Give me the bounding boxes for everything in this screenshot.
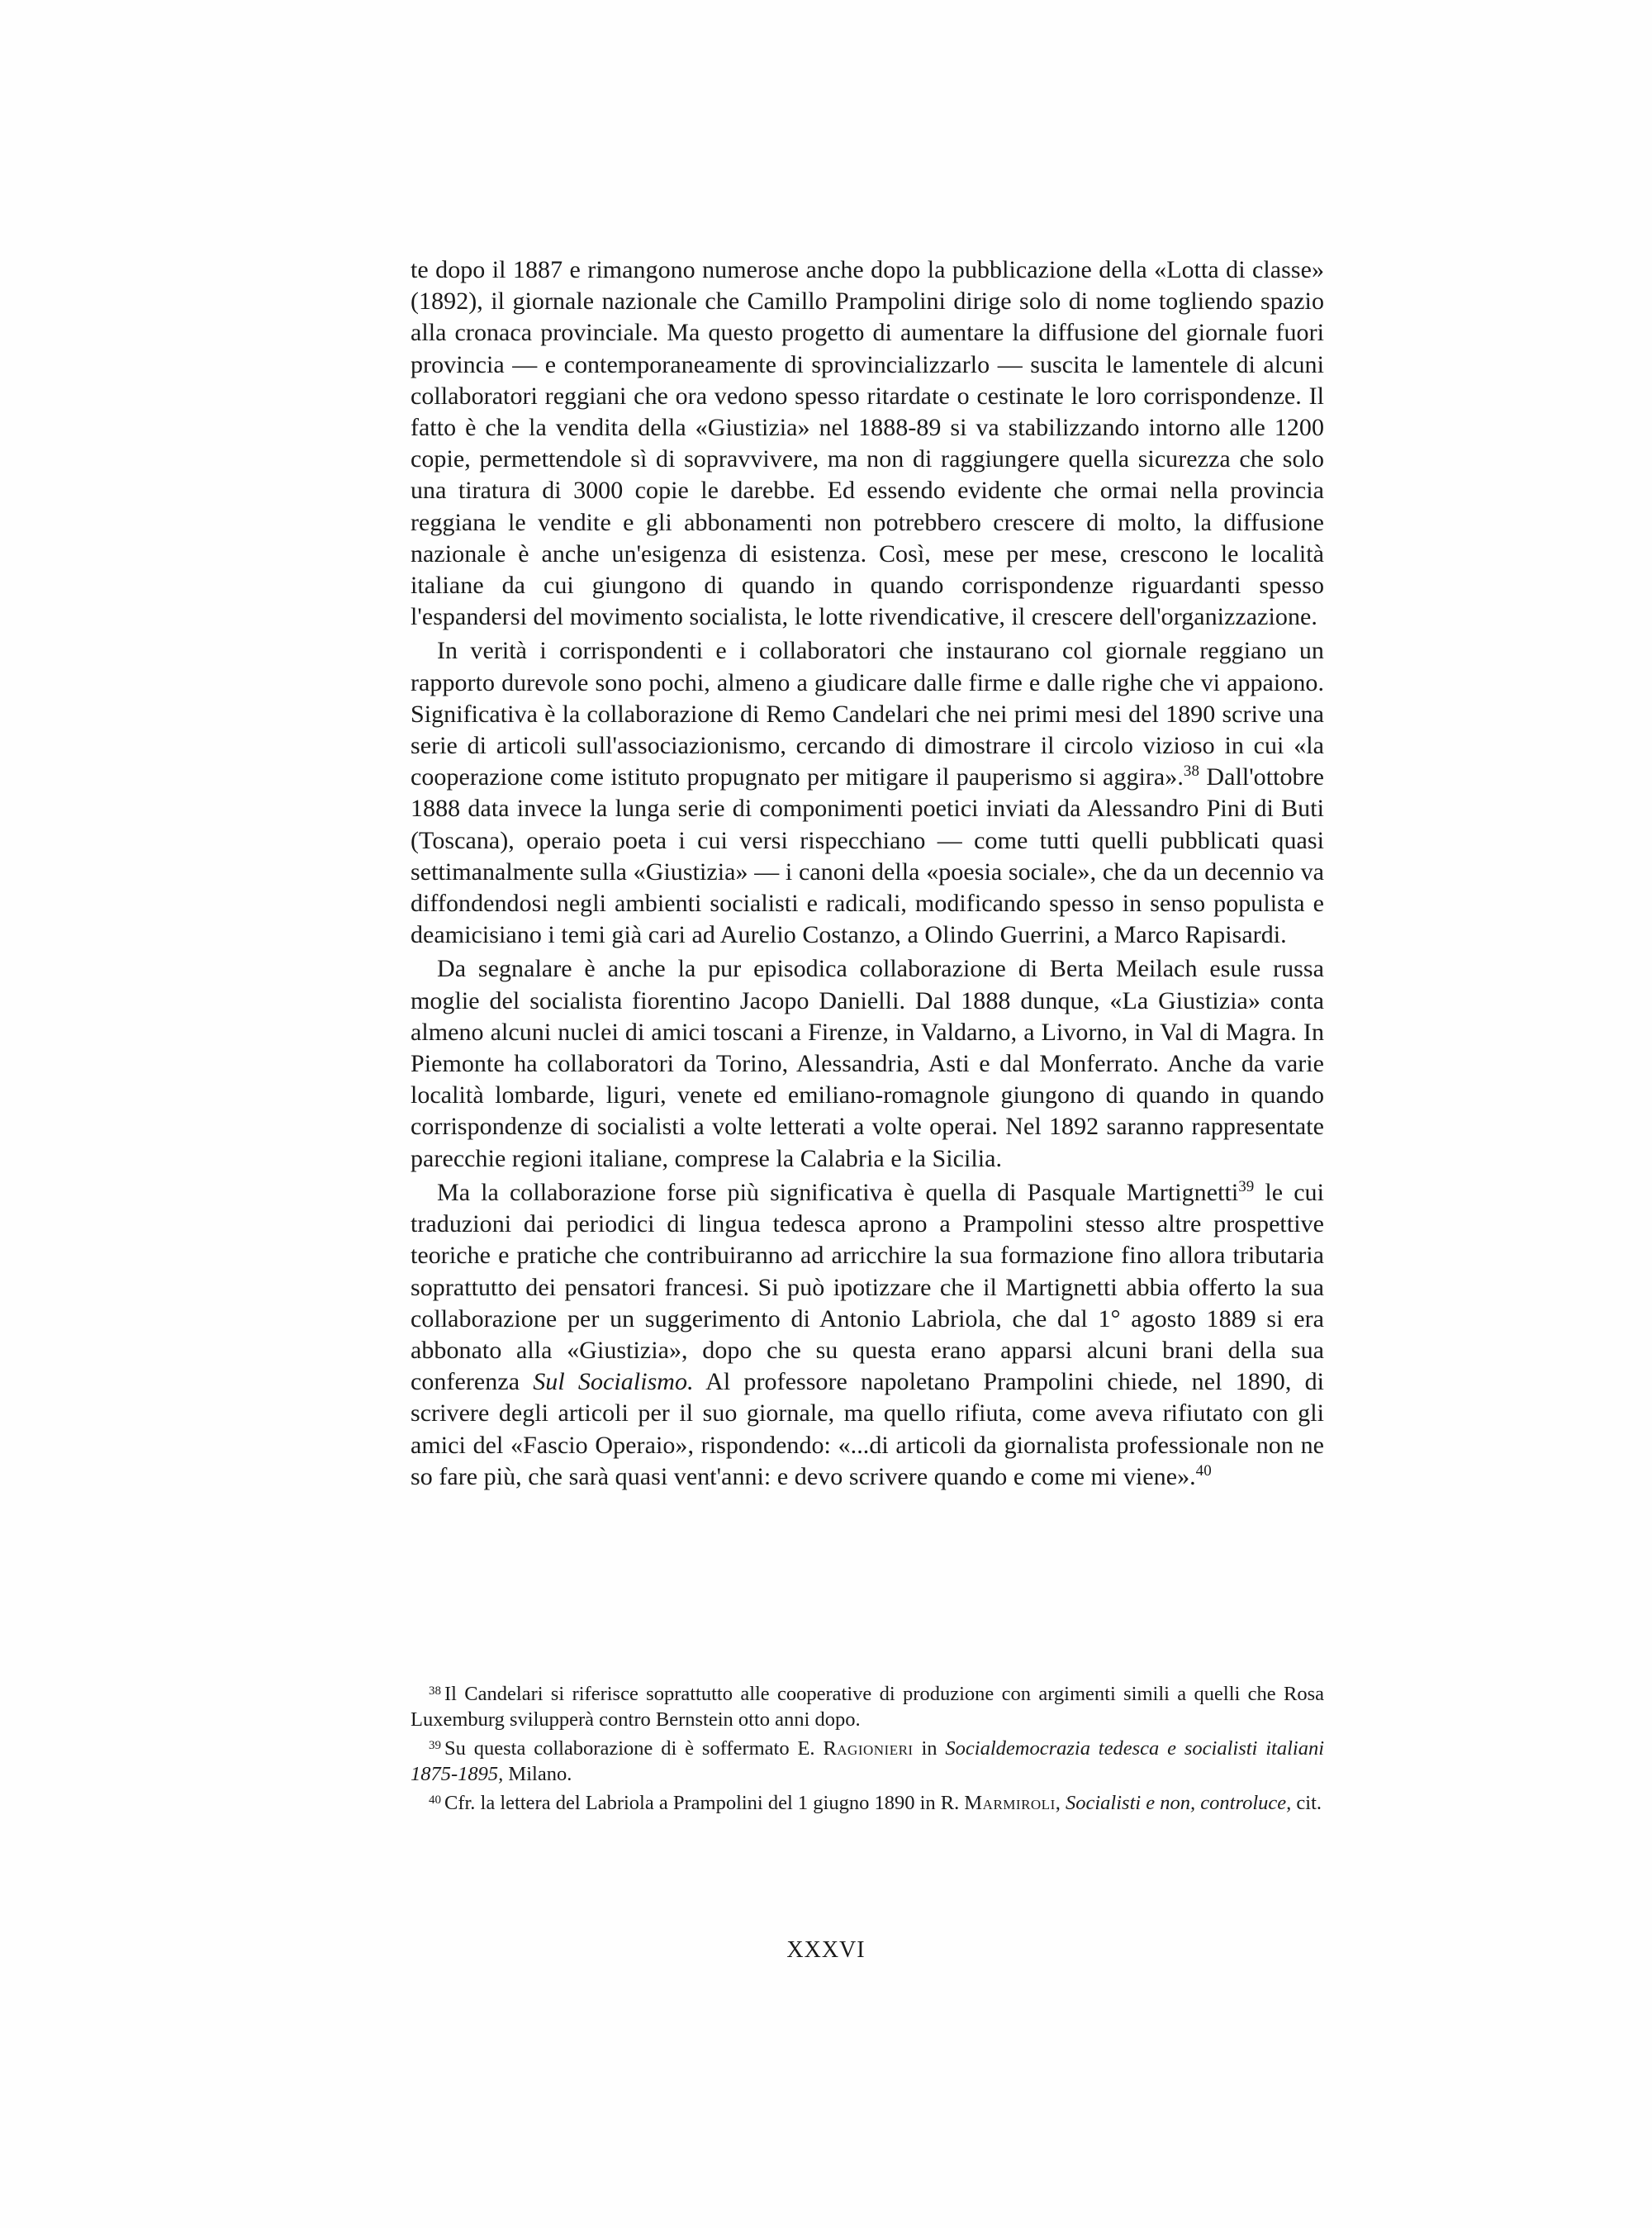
footnote-40 bbox=[411, 1791, 1324, 1817]
footnote-text: , bbox=[1055, 1792, 1066, 1814]
footnote-author: Marmiroli bbox=[964, 1792, 1056, 1814]
footnote-work-title: Socialdemocrazia tedesca e socialisti italiani 1875-1895, bbox=[411, 1737, 1325, 1785]
paragraph-4-part-1: Ma la collaborazione forse più significativa è quella di Pasquale Martignetti bbox=[437, 1178, 1239, 1206]
footnote-number: 40 bbox=[429, 1793, 441, 1807]
footnote-work-title: Socialisti e non, controluce, bbox=[1065, 1792, 1292, 1814]
paragraph-4-part-3: Al professore napoletano Prampolini chiede, nel 1890, di scrivere degli articoli per il suo giornale, ma quello rifiuta, come aveva rifiutato con gli amici del «Fascio Operaio», rispondendo: «...di articoli da giornalista professionale non ne so fare più, che sarà quasi vent'anni: e devo scrivere quando e come mi viene». bbox=[411, 1368, 1325, 1490]
paragraph-1: te dopo il 1887 e rimangono numerose anche dopo la pubblicazione della «Lotta di classe» (1892), il giornale nazionale che Camillo Prampolini dirige solo di nome togliendo spazio alla cronaca provinciale. Ma questo progetto di aumentare la diffusione del giornale fuori provincia — e contemporaneamente di sprovincializzarlo — suscita le lamentele di alcuni collaboratori reggiani che ora vedono spesso ritardate o cestinate le loro corrispondenze. Il fatto è che la vendita della «Giustizia» nel 1888-89 si va stabilizzando intorno alle 1200 copie, permettendole sì di sopravvivere, ma non di raggiungere quella sicurezza che solo una tiratura di 3000 copie le darebbe. Ed essendo evidente che ormai nella provincia reggiana le vendite e gli abbonamenti non potrebbero crescere di molto, la diffusione nazionale è anche un'esigenza di esistenza. Così, mese per mese, crescono le località italiane da cui giungono di quando in quando corrispondenze riguardanti spesso l'espandersi del movimento socialista, le lotte rivendicative, il crescere dell'organizzazione. bbox=[411, 256, 1324, 631]
footnote-number: 38 bbox=[429, 1684, 441, 1698]
footnote-text: Milano. bbox=[503, 1762, 572, 1785]
work-title-sul-socialismo: Sul Socialismo. bbox=[533, 1368, 694, 1396]
footnote-text: in bbox=[913, 1737, 946, 1760]
footnote-author: Ragionieri bbox=[823, 1737, 914, 1760]
footnote-text: cit. bbox=[1291, 1792, 1322, 1814]
footnote-ref-38[interactable]: 38 bbox=[1183, 762, 1199, 781]
page-number: XXXVI bbox=[786, 1937, 866, 1963]
footnote-text: Su questa collaborazione di è soffermato E. bbox=[444, 1737, 824, 1760]
footnote-ref-40[interactable]: 40 bbox=[1195, 1461, 1212, 1480]
body-text bbox=[411, 254, 1324, 1493]
paragraph-2-part-1: In verità i corrispondenti e i collaboratori che instaurano col giornale reggiano un rapporto durevole sono pochi, almeno a giudicare dalle firme e dalle righe che vi appaiono. Significativa è la collaborazione di Remo Candelari che nei primi mesi del 1890 scrive una serie di articoli sull'associazionismo, cercando di dimostrare il circolo vizioso in cui «la cooperazione come istituto propugnato per mitigare il pauperismo si aggira». bbox=[411, 637, 1324, 791]
paragraph-2-part-2: Dall'ottobre 1888 data invece la lunga serie di componimenti poetici inviati da Alessandro Pini di Buti (Toscana), operaio poeta i cui versi rispecchiano — come tutti quelli pubblicati quasi settimanalmente sulla «Giustizia» — i canoni della «poesia sociale», che da un decennio va diffondendosi negli ambienti socialisti e radicali, modificando spesso in senso populista e deamicisiano i temi già cari ad Aurelio Costanzo, a Olindo Guerrini, a Marco Rapisardi. bbox=[411, 763, 1324, 949]
footnote-text: Il Candelari si riferisce soprattutto alle cooperative di produzione con argimenti simili a quelli che Rosa Luxemburg svilupperà contro Bernstein otto anni dopo. bbox=[411, 1683, 1324, 1731]
paragraph-4 bbox=[411, 1177, 1324, 1493]
footnote-39 bbox=[411, 1736, 1324, 1787]
footnotes bbox=[411, 1682, 1324, 1817]
footnote-text: Cfr. la lettera del Labriola a Prampolini del 1 giugno 1890 in R. bbox=[444, 1792, 965, 1814]
footnote-ref-39[interactable]: 39 bbox=[1238, 1177, 1255, 1195]
footnote-number: 39 bbox=[429, 1739, 441, 1752]
paragraph-4-part-2: le cui traduzioni dai periodici di lingua tedesca aprono a Prampolini stesso altre prospettive teoriche e pratiche che contribuiranno ad arricchire la sua formazione fino allora tributaria soprattutto dei pensatori francesi. Si può ipotizzare che il Martignetti abbia offerto la sua collaborazione per un suggerimento di Antonio Labriola, che dal 1° agosto 1889 si era abbonato alla «Giustizia», dopo che su questa erano apparsi alcuni brani della sua conferenza bbox=[411, 1178, 1324, 1396]
paragraph-3: Da segnalare è anche la pur episodica collaborazione di Berta Meilach esule russa moglie del socialista fiorentino Jacopo Danielli. Dal 1888 dunque, «La Giustizia» conta almeno alcuni nuclei di amici toscani a Firenze, in Valdarno, a Livorno, in Val di Magra. In Piemonte ha collaboratori da Torino, Alessandria, Asti e dal Monferrato. Anche da varie località lombarde, liguri, venete ed emiliano-romagnole giungono di quando in quando corrispondenze di socialisti a volte letterati a volte operai. Nel 1892 saranno rappresentate parecchie regioni italiane, comprese la Calabria e la Sicilia. bbox=[411, 955, 1324, 1172]
paragraph-2 bbox=[411, 635, 1324, 951]
footnote-38 bbox=[411, 1682, 1324, 1732]
